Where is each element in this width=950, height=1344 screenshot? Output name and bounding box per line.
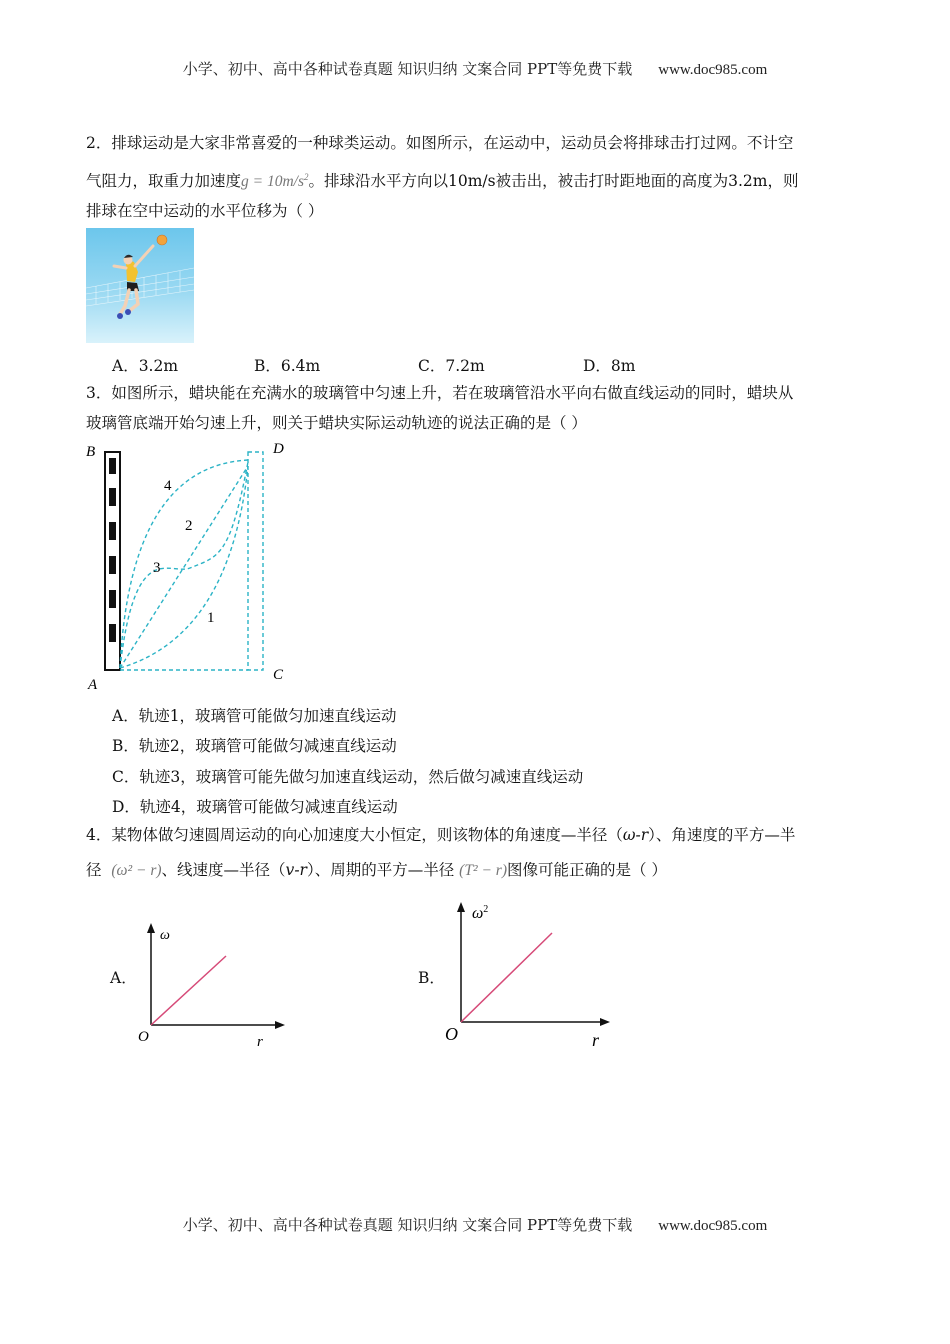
- q2-line1: 2．排球运动是大家非常喜爱的一种球类运动。如图所示，在运动中，运动员会将排球击打过网。不计空: [86, 134, 794, 152]
- period-squared-r-expression: (T² − r): [459, 862, 508, 879]
- q2-option-a[interactable]: A．3.2m: [112, 357, 179, 375]
- gravity-expression: $g = 10m/s^2$: [241, 172, 309, 191]
- q2-option-c[interactable]: C．7.2m: [418, 357, 485, 375]
- corner-label-b: B: [86, 444, 96, 460]
- trajectory-2: [120, 466, 248, 668]
- q3-line2: 玻璃管底端开始匀速上升，则关于蜡块实际运动轨迹的说法正确的是（ ）: [86, 414, 587, 432]
- graph-a-y-label: ω: [160, 928, 170, 943]
- graph-a-x-label: r: [257, 1034, 263, 1050]
- q3-line1: 3．如图所示，蜡块能在充满水的玻璃管中匀速上升，若在玻璃管沿水平向右做直线运动的同时，蜡块从: [86, 384, 794, 402]
- graph-b-line: [461, 933, 552, 1022]
- corner-label-c: C: [273, 667, 284, 683]
- q4-line1: 4．某物体做匀速圆周运动的向心加速度大小恒定，则该物体的角速度—半径（ω-r）、角速度的平方—半: [86, 826, 796, 844]
- wax-block-trajectory-figure: [80, 436, 300, 691]
- corner-label-d: D: [273, 441, 284, 457]
- q3-option-c[interactable]: C．轨迹3，玻璃管可能先做匀加速直线运动，然后做匀减速直线运动: [112, 768, 584, 786]
- footer-text: 小学、初中、高中各种试卷真题 知识归纳 文案合同 PPT等免费下载: [182, 1216, 633, 1234]
- header-site-link[interactable]: www.doc985.com: [658, 62, 768, 78]
- graph-omega-squared-vs-r[interactable]: [440, 895, 620, 1050]
- graph-omega-vs-r[interactable]: [130, 915, 300, 1055]
- page-footer: [0, 1214, 950, 1235]
- graph-b-x-label: r: [592, 1030, 600, 1050]
- curve-label-2: 2: [185, 518, 193, 534]
- corner-label-a: A: [88, 677, 98, 691]
- curve-label-1: 1: [207, 610, 215, 626]
- q3-option-a[interactable]: A．轨迹1，玻璃管可能做匀加速直线运动: [112, 707, 397, 725]
- q2-option-b[interactable]: B．6.4m: [254, 357, 321, 375]
- curve-label-4: 4: [164, 478, 172, 494]
- graph-b-origin: O: [445, 1024, 458, 1044]
- graph-a-line: [151, 956, 226, 1025]
- tube-at-right: [248, 452, 263, 670]
- q4-option-a-label[interactable]: A．: [110, 969, 137, 987]
- q2-line3: 排球在空中运动的水平位移为（ ）: [86, 202, 324, 220]
- graph-b-y-label: $\omega^2$: [472, 904, 489, 922]
- volleyball-photo: [86, 228, 194, 343]
- q4-line2: 径 (ω² − r)、线速度—半径（v-r）、周期的平方—半径 (T² − r)图像可能正确的是（ ）: [86, 861, 667, 879]
- q2-option-d[interactable]: D．8m: [583, 357, 636, 375]
- q3-option-d[interactable]: D．轨迹4，玻璃管可能做匀减速直线运动: [112, 798, 398, 816]
- q3-option-b[interactable]: B．轨迹2，玻璃管可能做匀减速直线运动: [112, 737, 397, 755]
- curve-label-3: 3: [153, 560, 161, 576]
- page-header: [0, 58, 950, 79]
- omega-squared-r-expression: (ω² − r): [111, 862, 162, 879]
- header-text: 小学、初中、高中各种试卷真题 知识归纳 文案合同 PPT等免费下载: [182, 60, 633, 78]
- footer-site-link[interactable]: www.doc985.com: [658, 1218, 768, 1234]
- graph-a-origin: O: [138, 1029, 149, 1045]
- q4-option-b-label[interactable]: B．: [418, 969, 445, 987]
- q2-line2: 气阻力，取重力加速度$g = 10m/s^2$。排球沿水平方向以10m/s被击出，被击打时距地面的高度为3.2m，则: [86, 172, 799, 191]
